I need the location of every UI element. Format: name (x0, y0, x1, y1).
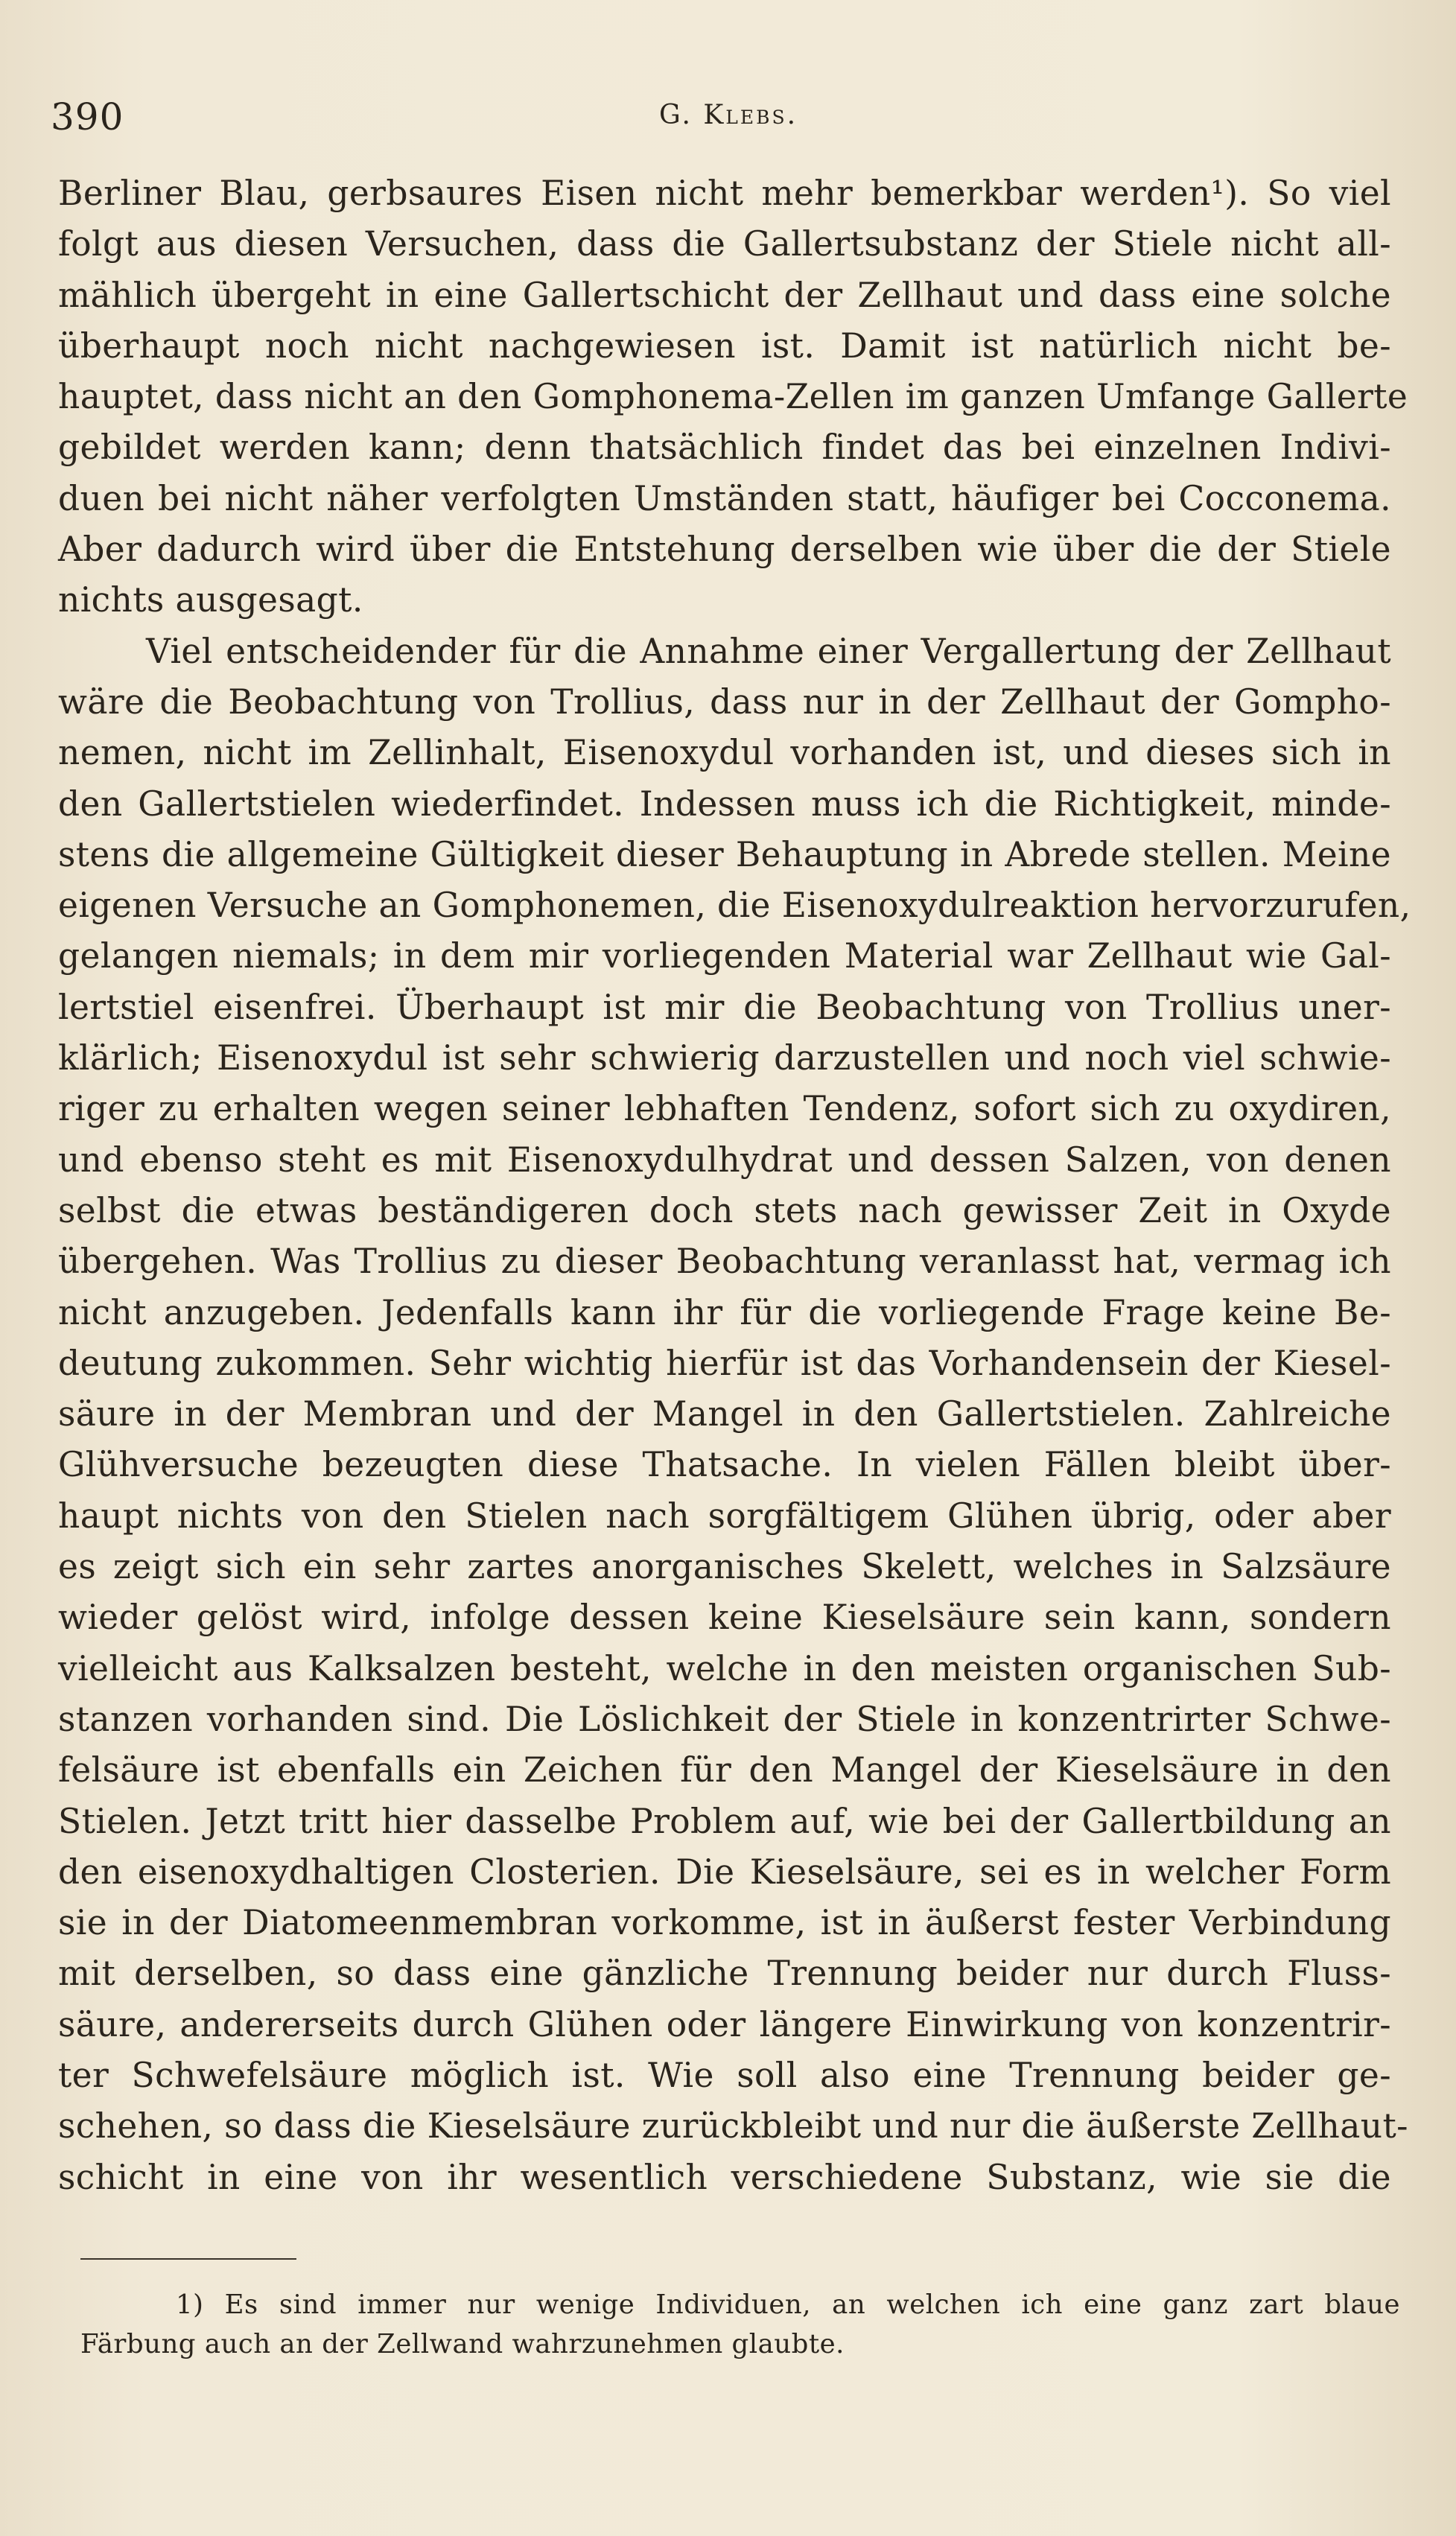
footnote-divider (80, 2258, 296, 2260)
footnote-line: Färbung auch an der Zellwand wahrzunehmen glaubte. (80, 2329, 845, 2359)
text-line: vielleicht aus Kalksalzen besteht, welche in den meisten organischen Sub- (58, 1648, 1391, 1688)
text-line: schehen, so dass die Kieselsäure zurückbleibt und nur die äußerste Zellhaut- (58, 2106, 1408, 2146)
text-line: es zeigt sich ein sehr zartes anorganisches Skelett, welches in Salzsäure (58, 1547, 1391, 1587)
text-line: säure, andererseits durch Glühen oder längere Einwirkung von konzentrir- (58, 2004, 1391, 2044)
text-line: eigenen Versuche an Gomphonemen, die Eisenoxydulreaktion hervorzurufen, (58, 886, 1411, 926)
text-line: Berliner Blau, gerbsaures Eisen nicht mehr bemerkbar werden¹). So viel (58, 174, 1391, 213)
text-line: mit derselben, so dass eine gänzliche Trennung beider nur durch Fluss- (58, 1954, 1391, 1994)
text-line: hauptet, dass nicht an den Gomphonema-Zellen im ganzen Umfange Gallerte (58, 377, 1408, 417)
text-line: den eisenoxydhaltigen Closterien. Die Kieselsäure, sei es in welcher Form (58, 1852, 1391, 1892)
text-line: ter Schwefelsäure möglich ist. Wie soll also eine Trennung beider ge- (58, 2055, 1391, 2095)
text-line: übergehen. Was Trollius zu dieser Beobachtung veranlasst hat, vermag ich (58, 1242, 1391, 1282)
text-line: schicht in eine von ihr wesentlich verschiedene Substanz, wie sie die (58, 2157, 1391, 2197)
text-line: gebildet werden kann; denn thatsächlich findet das bei einzelnen Indivi- (58, 428, 1391, 468)
page-header (51, 95, 1406, 140)
running-head: G. Klebs. (658, 100, 798, 130)
body-text (58, 168, 1411, 2203)
text-line: felsäure ist ebenfalls ein Zeichen für den Mangel der Kieselsäure in den (58, 1750, 1391, 1790)
footnote-line: 1) Es sind immer nur wenige Individuen, an welchen ich eine ganz zart blaue (176, 2289, 1400, 2320)
text-line: Glühversuche bezeugten diese Thatsache. In vielen Fällen bleibt über- (58, 1445, 1391, 1485)
text-line: Aber dadurch wird über die Entstehung derselben wie über die der Stiele (58, 530, 1391, 570)
text-line: lertstiel eisenfrei. Überhaupt ist mir die Beobachtung von Trollius uner- (58, 987, 1391, 1027)
text-line: duen bei nicht näher verfolgten Umständen statt, häufiger bei Cocconema. (58, 478, 1391, 518)
paragraph-start-line: Viel entscheidender für die Annahme einer Vergallertung der Zellhaut (146, 631, 1391, 671)
footnotes (80, 2285, 1400, 2364)
text-line: wäre die Beobachtung von Trollius, dass nur in der Zellhaut der Gompho- (58, 681, 1391, 722)
paragraph-end-line: nichts ausgesagt. (58, 580, 363, 620)
text-line: folgt aus diesen Versuchen, dass die Gallertsubstanz der Stiele nicht all- (58, 224, 1391, 264)
text-line: klärlich; Eisenoxydul ist sehr schwierig darzustellen und noch viel schwie- (58, 1038, 1391, 1078)
text-line: säure in der Membran und der Mangel in den Gallertstielen. Zahlreiche (58, 1394, 1391, 1434)
text-line: deutung zukommen. Sehr wichtig hierfür ist das Vorhandensein der Kiesel- (58, 1343, 1391, 1383)
text-line: nemen, nicht im Zellinhalt, Eisenoxydul vorhanden ist, und dieses sich in (58, 733, 1391, 773)
text-line: überhaupt noch nicht nachgewiesen ist. Damit ist natürlich nicht be- (58, 325, 1391, 366)
text-line: Stielen. Jetzt tritt hier dasselbe Problem auf, wie bei der Gallertbildung an (58, 1801, 1391, 1841)
text-line: den Gallertstielen wiederfindet. Indessen muss ich die Richtigkeit, minde- (58, 784, 1391, 824)
text-line: stens die allgemeine Gültigkeit dieser Behauptung in Abrede stellen. Meine (58, 834, 1391, 874)
text-line: gelangen niemals; in dem mir vorliegenden Material war Zellhaut wie Gal- (58, 936, 1391, 976)
text-line: selbst die etwas beständigeren doch stets nach gewisser Zeit in Oxyde (58, 1190, 1391, 1230)
text-line: wieder gelöst wird, infolge dessen keine Kieselsäure sein kann, sondern (58, 1598, 1391, 1638)
text-line: haupt nichts von den Stielen nach sorgfältigem Glühen übrig, oder aber (58, 1496, 1391, 1536)
text-line: sie in der Diatomeenmembran vorkomme, ist in äußerst fester Verbindung (58, 1903, 1391, 1943)
text-line: mählich übergeht in eine Gallertschicht der Zellhaut und dass eine solche (58, 275, 1391, 315)
page-number: 390 (51, 95, 124, 139)
text-line: stanzen vorhanden sind. Die Löslichkeit der Stiele in konzentrirter Schwe- (58, 1699, 1391, 1739)
text-line: riger zu erhalten wegen seiner lebhaften Tendenz, sofort sich zu oxydiren, (58, 1089, 1391, 1129)
text-line: und ebenso steht es mit Eisenoxydulhydrat und dessen Salzen, von denen (58, 1140, 1391, 1180)
text-line: nicht anzugeben. Jedenfalls kann ihr für die vorliegende Frage keine Be- (58, 1292, 1391, 1332)
